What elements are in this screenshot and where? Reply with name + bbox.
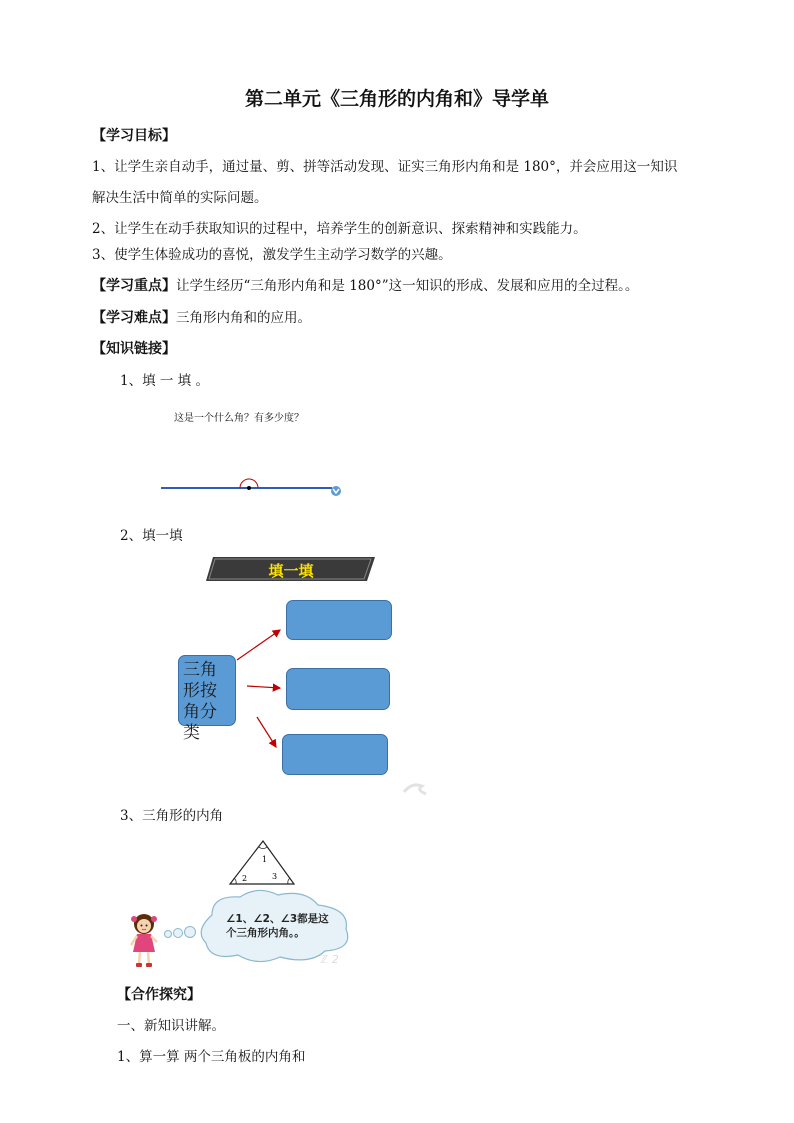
key-point-text: 让学生经历“三角形内角和是 180°”这一知识的形成、发展和应用的全过程。。 [176,278,639,294]
arrow-right-icon [247,686,280,688]
watermark-mark [400,778,430,798]
objective-1-line-2: 解决生活中简单的实际问题。 [92,190,268,206]
angle-2-label: 2 [242,874,248,883]
answer-box-2[interactable] [286,668,390,710]
knowledge-link-heading: 【知识链接】 [92,341,176,357]
difficulty-heading: 【学习难点】 [92,310,176,326]
explore-item-1: 1、算一算 两个三角板的内角和 [117,1049,306,1065]
arrow-end-icon [331,486,341,496]
objectives-heading: 【学习目标】 [92,128,176,144]
objective-2: 2、让学生在动手获取知识的过程中，培养学生的创新意识、探索精神和实践能力。 [92,221,587,237]
question-1-label: 1、填 一 填 。 [120,373,209,389]
vertex-dot [247,486,251,490]
objective-1-line-1: 1、让学生亲自动手，通过量、剪、拼等活动发现、证实三角形内角和是 180°，并会应用这一知识 [92,159,678,175]
arrow-down-icon [257,717,276,747]
straight-angle-figure [150,470,360,505]
triangle-classify-box: 三角形按角分类 [178,655,236,726]
angle-1-label: 1 [262,855,268,864]
girl-illustration [128,912,162,970]
question-1-prompt: 这是一个什么角？有多少度？ [174,413,304,424]
key-point [92,274,638,295]
angle-1-arc [259,847,267,849]
angle-3-label: 3 [272,872,278,881]
arrows-group [232,620,292,750]
svg-text:ℤ 2: ℤ 2 [320,953,339,965]
answer-box-1[interactable] [286,600,392,640]
triangle-figure [226,838,298,888]
question-2-label: 2、填一填 [120,528,183,544]
page-title: 第二单元《三角形的内角和》导学单 [244,88,549,110]
difficulty-text: 三角形内角和的应用。 [176,310,311,326]
key-point-heading: 【学习重点】 [92,278,176,294]
question-3-label: 3、三角形的内角 [120,808,224,824]
difficulty [92,306,311,327]
answer-box-3[interactable] [282,734,388,775]
arrow-up-icon [237,630,280,660]
explore-sub-1: 一、新知识讲解。 [117,1018,225,1034]
cloud-text: ∠1、∠2、∠3都是这个三角形内角。。 [226,913,329,939]
objective-3: 3、使学生体验成功的喜悦，激发学生主动学习数学的兴趣。 [92,247,452,263]
banner-text: 填一填 [268,562,314,580]
explore-heading: 【合作探究】 [117,987,201,1003]
